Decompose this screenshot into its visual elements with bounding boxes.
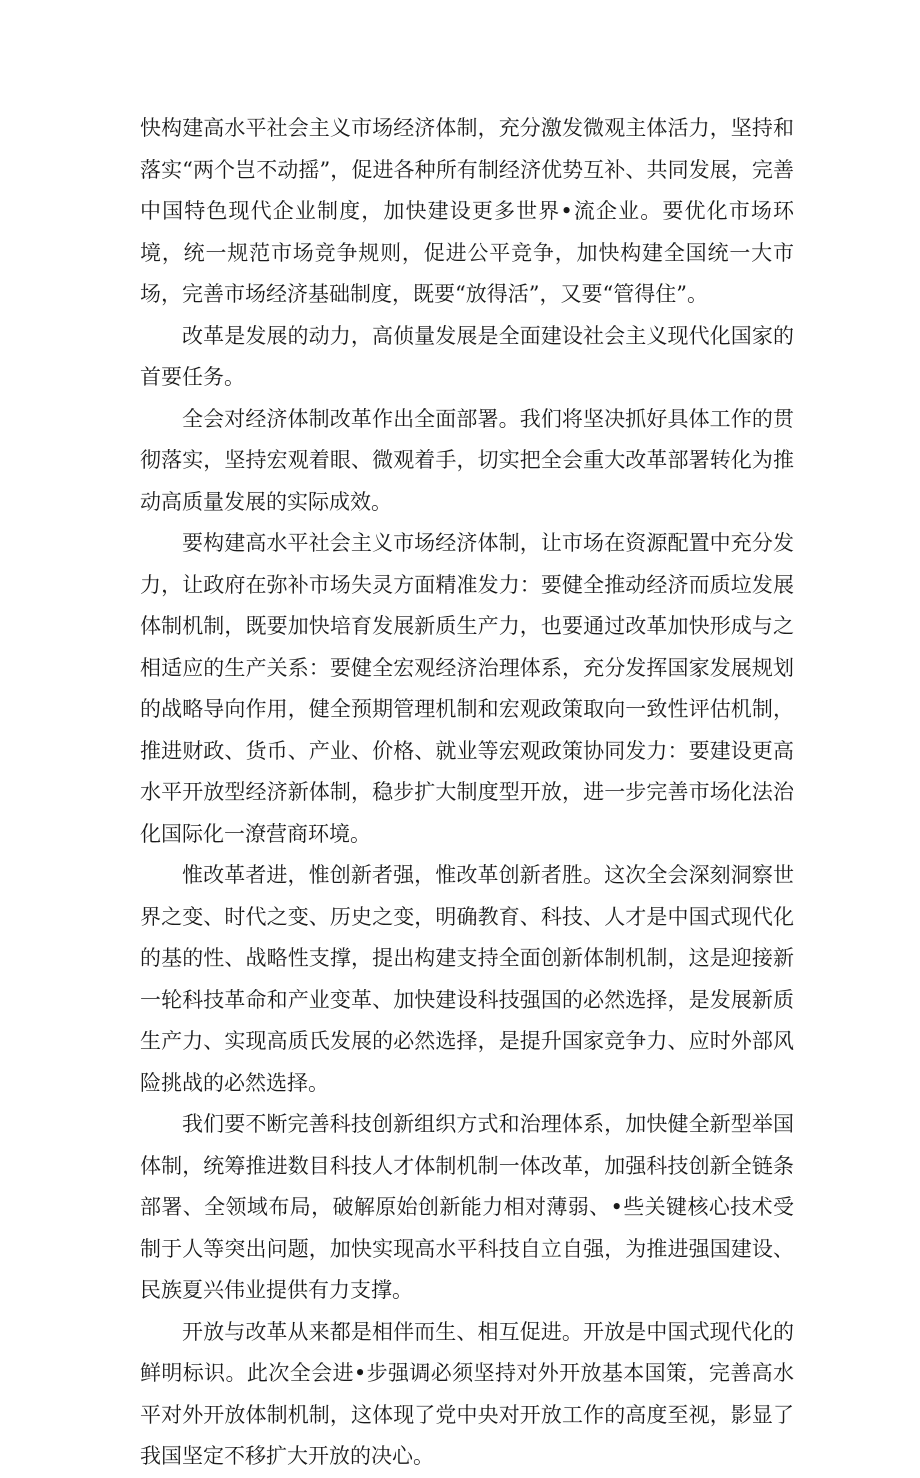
paragraph-5: 惟改革者进，惟创新者强，惟改革创新者胜。这次全会深刻洞察世界之变、时代之变、历史之变，明确教育、科技、人才是中国式现代化的基的性、战略性支撑，提出构建支持全面创新体制机制，这是迎接新一轮科技革命和产业变革、加快建设科技强国的必然选择，是发展新质生产力、实现高质氏发展的必然选择，是提升国家竞争力、应时外部风险挑战的必然选择。 <box>140 863 794 1095</box>
paragraph-2: 改革是发展的动力，高侦量发展是全面建设社会主义现代化国家的首要任务。 <box>140 323 794 389</box>
paragraph-3: 全会对经济体制改革作出全面部署。我们将坚决抓好具体工作的贯彻落实，坚持宏观着眼、微观着手，切实把全会重大改革部署转化为推动高质量发展的实际成效。 <box>140 406 794 514</box>
document-body <box>140 108 794 1478</box>
paragraph-1: 快构建高水平社会主义市场经济体制，充分激发微观主体活力，坚持和落实“两个岂不动摇”，促进各种所有制经济优势互补、共同发展，完善中国特色现代企业制度，加快建设更多世界•流企业。要优化市场环境，统一规范市场竞争规则，促进公平竞争，加快构建全国统一大市场，完善市场经济基础制度，既要“放得活”，又要“管得住”。 <box>140 116 794 306</box>
paragraph-7: 开放与改革从来都是相伴而生、相互促进。开放是中国式现代化的鲜明标识。此次全会进•步强调必须坚持对外开放基本国策，完善高水平对外开放体制机制，这体现了党中央对开放工作的高度至视，影显了我国坚定不移扩大开放的决心。 <box>140 1319 794 1468</box>
paragraph-4: 要构建高水平社会主义市场经济体制，让市场在资源配置中充分发力，让政府在弥补市场失灵方面精准发力：要健全推动经济而质垃发展体制机制，既要加快培育发展新质生产力，也要通过改革加快形成与之相适应的生产关系：要健全宏观经济治理体系，充分发挥国家发展规划的战略导向作用，健全预期管理机制和宏观政策取向一致性评估机制，推进财政、货币、产业、价格、就业等宏观政策协同发力：要建设更高水平开放型经济新体制，稳步扩大制度型开放，进一步完善市场化法治化国际化一潦营商环境。 <box>140 531 794 846</box>
paragraph-6: 我们要不断完善科技创新组织方式和治理体系，加快健全新型举国体制，统筹推进数目科技人才体制机制一体改革，加强科技创新全链条部署、全领域布局，破解原始创新能力相对薄弱、•些关键核心技术受制于人等突出问题，加快实现高水平科技自立自强，为推进强国建设、民族夏兴伟业提供有力支撑。 <box>140 1112 794 1302</box>
